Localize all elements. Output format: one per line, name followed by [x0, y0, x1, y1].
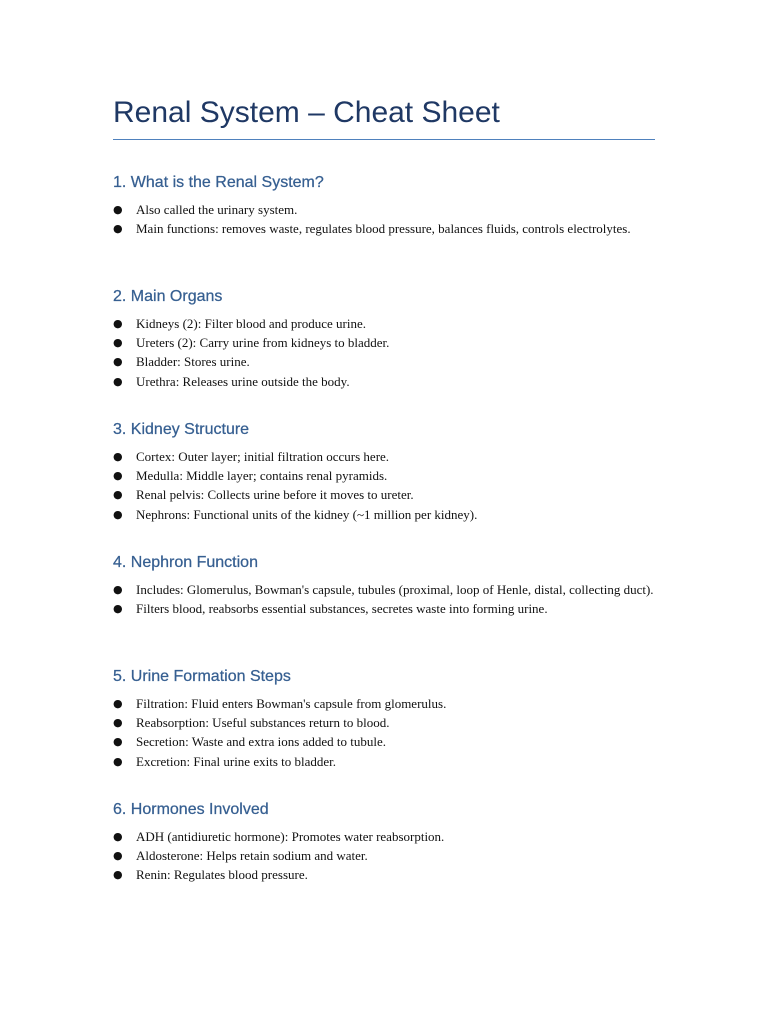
- bullet-icon: ●: [113, 697, 123, 710]
- section-urine-formation-steps: [113, 666, 658, 771]
- page-title: Renal System – Cheat Sheet: [113, 96, 500, 129]
- list-item: ● Excretion: Final urine exits to bladder.: [113, 752, 658, 771]
- section-heading: 5. Urine Formation Steps: [113, 668, 291, 685]
- list-item: ● Filters blood, reabsorbs essential substances, secretes waste into forming urine.: [113, 599, 658, 618]
- bullet-icon: ●: [113, 849, 123, 863]
- list-item: ● Renin: Regulates blood pressure.: [113, 865, 658, 884]
- bullet-icon: ●: [113, 355, 123, 369]
- list-item: ● Medulla: Middle layer; contains renal pyramids.: [113, 466, 658, 485]
- bullet-icon: ●: [113, 583, 123, 596]
- list-item: ● Secretion: Waste and extra ions added to tubule.: [113, 732, 658, 751]
- list-item: ● Reabsorption: Useful substances return to blood.: [113, 713, 658, 732]
- list-item: ● Cortex: Outer layer; initial filtration occurs here.: [113, 447, 658, 466]
- list-item: ● Filtration: Fluid enters Bowman's capsule from glomerulus.: [113, 694, 658, 713]
- bullet-list: [113, 200, 658, 238]
- bullet-list: [113, 447, 658, 524]
- bullet-icon: ●: [113, 336, 123, 350]
- section-heading: 3. Kidney Structure: [113, 421, 250, 438]
- list-item: ● Includes: Glomerulus, Bowman's capsule, tubules (proximal, loop of Henle, distal, collecting duct).: [113, 580, 658, 599]
- bullet-icon: ●: [113, 488, 123, 502]
- bullet-icon: ●: [113, 317, 123, 330]
- list-item: ● Main functions: removes waste, regulates blood pressure, balances fluids, controls electrolytes.: [113, 219, 658, 238]
- section-heading: 6. Hormones Involved: [113, 801, 269, 818]
- bullet-icon: ●: [113, 754, 123, 768]
- bullet-icon: ●: [113, 469, 123, 483]
- section-kidney-structure: [113, 419, 658, 524]
- section-main-organs: [113, 286, 658, 391]
- list-item: ● Ureters (2): Carry urine from kidneys to bladder.: [113, 333, 658, 352]
- bullet-icon: ●: [113, 602, 123, 616]
- title-divider: [113, 139, 655, 140]
- list-item: ● Kidneys (2): Filter blood and produce urine.: [113, 314, 658, 333]
- bullet-list: [113, 314, 658, 391]
- section-nephron-function: [113, 552, 658, 618]
- list-item: ● Also called the urinary system.: [113, 200, 658, 219]
- bullet-list: [113, 827, 658, 885]
- section-heading: 1. What is the Renal System?: [113, 174, 324, 191]
- list-item: ● Nephrons: Functional units of the kidney (~1 million per kidney).: [113, 505, 658, 524]
- list-item: ● Aldosterone: Helps retain sodium and water.: [113, 846, 658, 865]
- section-what-is-renal-system: [113, 172, 658, 238]
- bullet-icon: ●: [113, 203, 123, 216]
- list-item: ● Urethra: Releases urine outside the body.: [113, 372, 658, 391]
- bullet-icon: ●: [113, 222, 123, 236]
- bullet-icon: ●: [113, 830, 123, 843]
- bullet-icon: ●: [113, 716, 123, 730]
- bullet-icon: ●: [113, 374, 123, 388]
- list-item: ● Bladder: Stores urine.: [113, 352, 658, 371]
- bullet-list: [113, 694, 658, 771]
- bullet-icon: ●: [113, 868, 123, 882]
- section-hormones-involved: [113, 799, 658, 885]
- section-heading: 4. Nephron Function: [113, 554, 258, 571]
- section-heading: 2. Main Organs: [113, 288, 223, 305]
- list-item: ● ADH (antidiuretic hormone): Promotes water reabsorption.: [113, 827, 658, 846]
- bullet-list: [113, 580, 658, 618]
- bullet-icon: ●: [113, 507, 123, 521]
- bullet-icon: ●: [113, 450, 123, 463]
- bullet-icon: ●: [113, 735, 123, 749]
- list-item: ● Renal pelvis: Collects urine before it moves to ureter.: [113, 485, 658, 504]
